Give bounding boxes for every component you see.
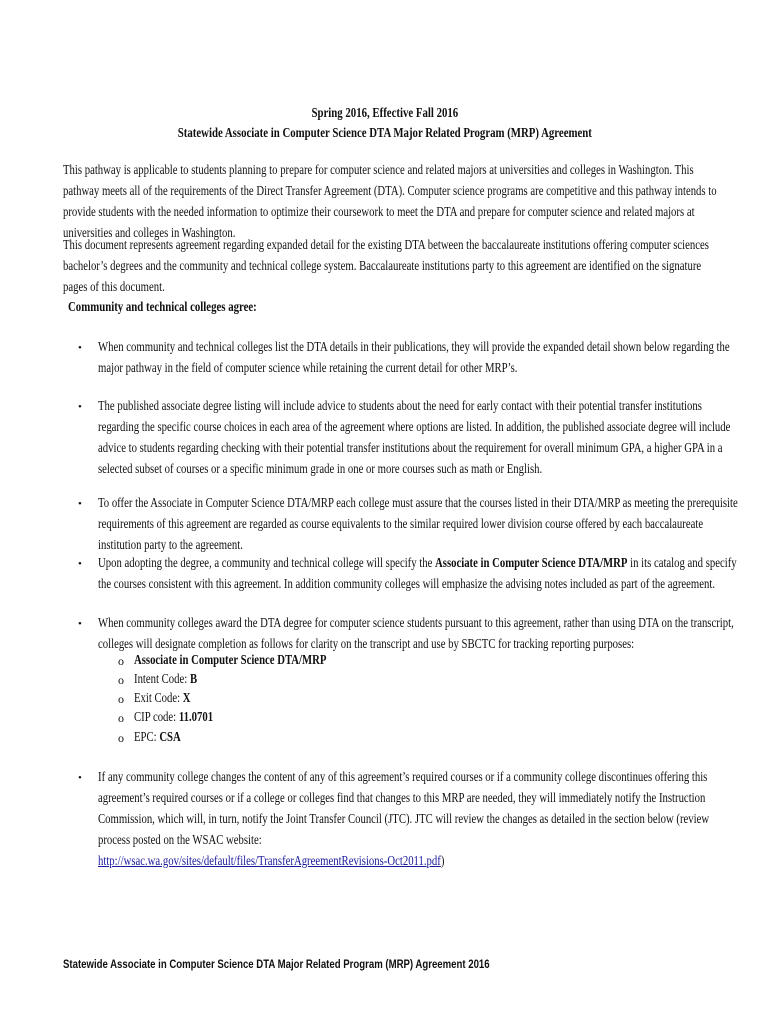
intro-paragraph-2: This document represents agreement regarding expanded detail for the existing DTA between the baccalaureate institutions offering computer sciences bachelor’s degrees and the community and technical college system. Baccalaureate institutions party to this agreement are identified on the signature pages of this document. <box>63 237 709 294</box>
intent-code-value: B <box>189 671 198 686</box>
sub-bullet-icon: o <box>118 731 124 745</box>
exit-code-value: X <box>182 690 191 705</box>
bullet-icon: • <box>78 401 82 413</box>
epc-value: CSA <box>159 729 181 744</box>
epc-label: EPC: <box>134 729 160 744</box>
designation-intent-code <box>134 669 454 688</box>
designation-degree <box>134 650 454 669</box>
bullet-4-text-start: Upon adopting the degree, a community and technical college will specify the <box>98 555 436 570</box>
bullet-4-text-end: in its catalog and specify the courses consistent with this agreement. In addition community colleges will emphasize the advising notes included as part of the agreement. <box>98 555 737 591</box>
sub-bullet-icon: o <box>118 692 124 706</box>
bullet-item-6 <box>98 766 738 871</box>
wsac-revisions-link[interactable]: http://wsac.wa.gov/sites/default/files/TransferAgreementRevisions-Oct2011.pdf <box>98 853 441 868</box>
bullet-icon: • <box>78 498 82 510</box>
document-header <box>0 103 770 143</box>
bullet-4-degree-name: Associate in Computer Science DTA/MRP <box>435 555 628 570</box>
header-title-line: Statewide Associate in Computer Science DTA Major Related Program (MRP) Agreement <box>177 125 593 140</box>
designation-degree-name: Associate in Computer Science DTA/MRP <box>134 652 327 667</box>
cip-code-value: 11.0701 <box>178 709 214 724</box>
bullet-icon: • <box>78 618 82 630</box>
bullet-item-1: When community and technical colleges list the DTA details in their publications, they will provide the expanded detail shown below regarding the major pathway in the field of computer science while retaining the current detail for other MRP’s. <box>98 339 730 375</box>
intro-paragraph-1: This pathway is applicable to students planning to prepare for computer science and related majors at universities and colleges in Washington. This pathway meets all of the requirements of the Direct Transfer Agreement (DTA). Computer science programs are competitive and this pathway intends to provide students with the needed information to optimize their coursework to meet the DTA and prepare for computer science and related majors at universities and colleges in Washington. <box>63 162 717 240</box>
bullet-icon: • <box>78 772 82 784</box>
page-footer: Statewide Associate in Computer Science DTA Major Related Program (MRP) Agreement 2016 <box>63 957 490 971</box>
bullet-item-4 <box>98 552 738 594</box>
bullet-icon: • <box>78 558 82 570</box>
exit-code-label: Exit Code: <box>134 690 183 705</box>
cip-code-label: CIP code: <box>134 709 179 724</box>
bullet-item-5: When community colleges award the DTA degree for computer science students pursuant to this agreement, rather than using DTA on the transcript, colleges will designate completion as follows for clarity on the transcript and use by SBCTC for tracking reporting purposes: <box>98 615 734 651</box>
bullet-item-3: To offer the Associate in Computer Science DTA/MRP each college must assure that the courses listed in their DTA/MRP as meeting the prerequisite requirements of this agreement are regarded as course equivalents to the similar required lower division course offered by each baccalaureate institution party to the agreement. <box>98 495 738 552</box>
header-date-line: Spring 2016, Effective Fall 2016 <box>311 105 459 120</box>
sub-bullet-icon: o <box>118 654 124 668</box>
bullet-6-close: ) <box>440 853 445 868</box>
intent-code-label: Intent Code: <box>134 671 190 686</box>
section-heading: Community and technical colleges agree: <box>68 299 257 314</box>
designation-cip-code <box>134 707 454 726</box>
designation-epc <box>134 727 454 746</box>
designation-exit-code <box>134 688 454 707</box>
sub-bullet-icon: o <box>118 711 124 725</box>
bullet-icon: • <box>78 342 82 354</box>
bullet-item-2: The published associate degree listing will include advice to students about the need for early contact with their potential transfer institutions regarding the specific course choices in each area of the agreement where options are listed. In addition, the published associate degree will include advice to students regarding checking with their potential transfer institutions about the requirement for overall minimum GPA, a higher GPA in a selected subset of courses or a specific minimum grade in one or more courses such as math or English. <box>98 398 731 476</box>
bullet-6-text: If any community college changes the content of any of this agreement’s required courses or if a community college discontinues offering this agreement’s required courses or if a college or colleges find that changes to this MRP are needed, they will immediately notify the Instruction Commission, which will, in turn, notify the Joint Transfer Council (JTC). JTC will review the changes as detailed in the section below (review process posted on the WSAC website: <box>98 769 710 847</box>
sub-bullet-icon: o <box>118 673 124 687</box>
